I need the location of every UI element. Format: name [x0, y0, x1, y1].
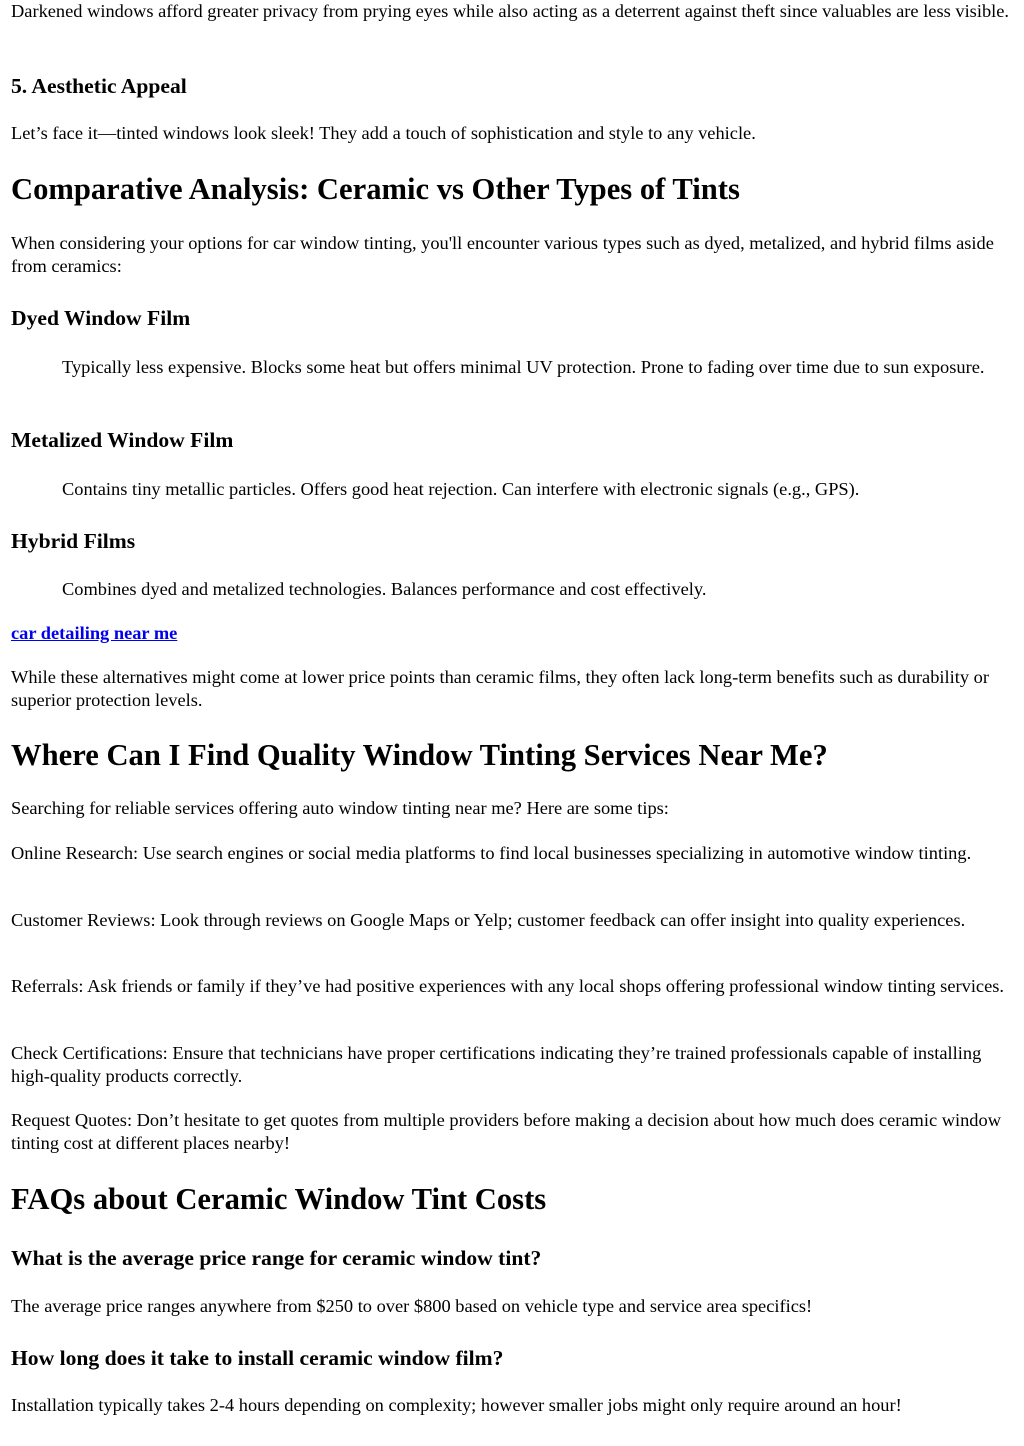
- tip-check-certifications: Check Certifications: Ensure that technicians have proper certifications indicating they’re trained professionals capable of installing high-quality products correctly.: [11, 1043, 982, 1086]
- tip-referrals: Referrals: Ask friends or family if they’ve had positive experiences with any local shops offering professional window tinting services.: [11, 976, 1005, 996]
- aesthetic-appeal-heading: 5. Aesthetic Appeal: [11, 74, 187, 98]
- comparative-analysis-heading: Comparative Analysis: Ceramic vs Other Types of Tints: [11, 172, 740, 206]
- car-detailing-link[interactable]: car detailing near me: [11, 623, 178, 643]
- comparative-intro-paragraph: When considering your options for car window tinting, you'll encounter various types such as dyed, metalized, and hybrid films aside from ceramics:: [11, 233, 994, 276]
- metalized-film-heading: Metalized Window Film: [11, 428, 234, 452]
- dyed-film-heading: Dyed Window Film: [11, 306, 191, 330]
- tip-request-quotes: Request Quotes: Don’t hesitate to get quotes from multiple providers before making a decision about how much does ceramic window tinting cost at different places nearby!: [11, 1110, 1001, 1153]
- faq-answer: Installation typically takes 2-4 hours depending on complexity; however smaller jobs might only require around an hour!: [11, 1395, 902, 1415]
- faq-question: What is the average price range for ceramic window tint?: [11, 1246, 542, 1270]
- faqs-heading: FAQs about Ceramic Window Tint Costs: [11, 1182, 547, 1216]
- services-intro-paragraph: Searching for reliable services offering auto window tinting near me? Here are some tips:: [11, 798, 669, 818]
- comparative-conclusion-paragraph: While these alternatives might come at lower price points than ceramic films, they often lack long-term benefits such as durability or superior protection levels.: [11, 667, 989, 710]
- hybrid-films-description: Combines dyed and metalized technologies. Balances performance and cost effectively.: [62, 579, 707, 599]
- dyed-film-description: Typically less expensive. Blocks some heat but offers minimal UV protection. Prone to fading over time due to sun exposure.: [62, 357, 985, 377]
- hybrid-films-heading: Hybrid Films: [11, 529, 136, 553]
- aesthetic-appeal-paragraph: Let’s face it—tinted windows look sleek! They add a touch of sophistication and style to any vehicle.: [11, 123, 756, 143]
- faq-question: How long does it take to install ceramic window film?: [11, 1346, 504, 1370]
- privacy-paragraph: Darkened windows afford greater privacy from prying eyes while also acting as a deterrent against theft since valuables are less visible.: [11, 1, 1010, 21]
- faq-answer: The average price ranges anywhere from $250 to over $800 based on vehicle type and service area specifics!: [11, 1296, 813, 1316]
- metalized-film-description: Contains tiny metallic particles. Offers good heat rejection. Can interfere with electronic signals (e.g., GPS).: [62, 479, 860, 499]
- tip-customer-reviews: Customer Reviews: Look through reviews on Google Maps or Yelp; customer feedback can offer insight into quality experiences.: [11, 910, 966, 930]
- tip-online-research: Online Research: Use search engines or social media platforms to find local businesses specializing in automotive window tinting.: [11, 843, 972, 863]
- services-heading: Where Can I Find Quality Window Tinting Services Near Me?: [11, 738, 828, 772]
